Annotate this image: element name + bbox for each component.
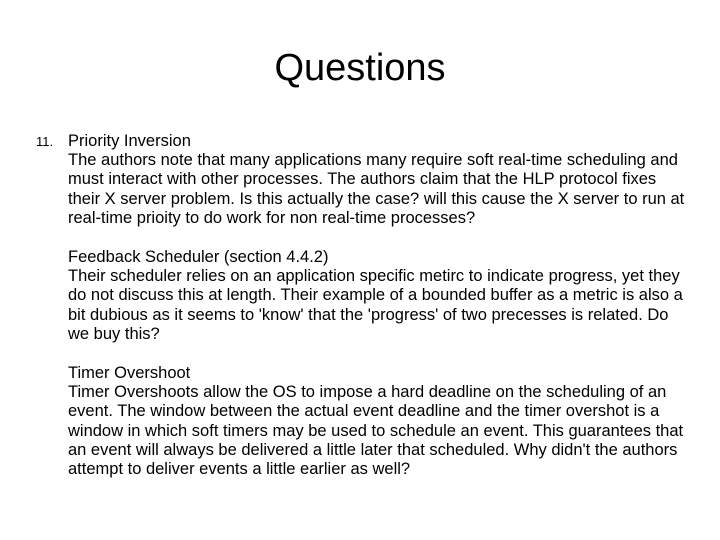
question-item-feedback-scheduler	[36, 248, 686, 344]
question-heading: Timer Overshoot	[68, 364, 191, 383]
question-list	[36, 132, 686, 479]
question-body: The authors note that many applications many require soft real-time scheduling and must interact with other processes. The authors claim that the HLP protocol fixes their X server problem. Is this actually the case? will this cause the X server to run at real-time prioity to do work for non real-time processes?	[68, 151, 685, 227]
question-item-priority-inversion	[36, 132, 686, 228]
question-body: Timer Overshoots allow the OS to impose a hard deadline on the scheduling of an event. The window between the actual event deadline and the timer overshot is a window in which soft timers may be used to schedule an event. This guarantees that an event will always be delivered a little later that scheduled. Why didn't the authors attempt to deliver events a little earlier as well?	[68, 383, 684, 479]
question-heading: Feedback Scheduler (section 4.4.2)	[68, 248, 329, 267]
question-item-timer-overshoot	[36, 364, 686, 479]
question-heading: Priority Inversion	[68, 132, 191, 150]
question-number: 11.	[36, 134, 54, 149]
question-body: Their scheduler relies on an application specific metirc to indicate progress, yet they do not discuss this at length. Their example of a bounded buffer as a metric is also a bit dubious as it seems to 'know' that the 'progress' of two precesses is related. Do we buy this?	[68, 267, 683, 343]
slide-title: Questions	[274, 47, 446, 89]
